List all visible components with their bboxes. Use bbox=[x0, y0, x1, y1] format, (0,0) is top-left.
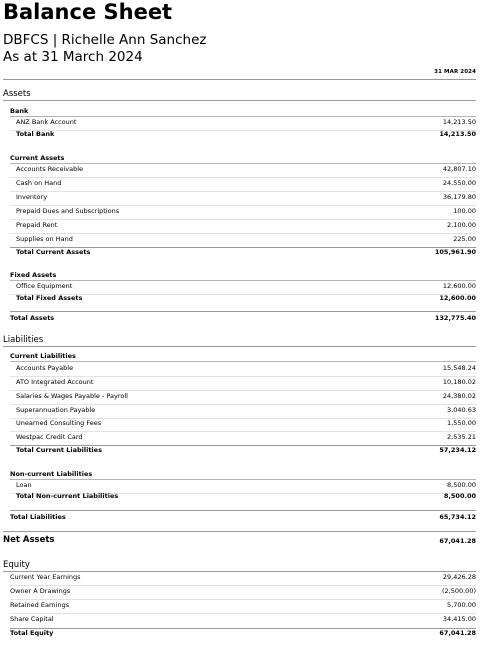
section-liabilities: Liabilities bbox=[3, 335, 44, 345]
group-divider bbox=[10, 280, 476, 281]
group-current-liabilities: Current Liabilities bbox=[10, 352, 76, 360]
table-row: Accounts Payable 15,548.24 bbox=[10, 364, 476, 377]
total-divider bbox=[10, 311, 476, 312]
table-row: Supplies on Hand 225.00 bbox=[16, 235, 476, 243]
table-row: Prepaid Rent 2,100.00 bbox=[10, 221, 476, 234]
group-divider bbox=[10, 479, 476, 480]
header-divider bbox=[3, 79, 476, 80]
net-assets-row: Net Assets 67,041.28 bbox=[3, 535, 476, 545]
group-current-assets: Current Assets bbox=[10, 154, 65, 162]
total-row: Total Bank 14,213.50 bbox=[16, 130, 476, 138]
table-row: Prepaid Dues and Subscriptions 100.00 bbox=[10, 207, 476, 220]
table-row: Salaries & Wages Payable - Payroll 24,380.02 bbox=[10, 392, 476, 405]
table-row: Accounts Receivable 42,807.10 bbox=[10, 165, 476, 178]
organisation-name: DBFCS | Richelle Ann Sanchez bbox=[3, 32, 207, 48]
table-row: Loan 8,500.00 bbox=[10, 481, 476, 494]
group-divider bbox=[10, 361, 476, 362]
net-assets-divider bbox=[3, 531, 476, 532]
section-assets: Assets bbox=[3, 89, 31, 99]
total-row: Total Non-current Liabilities 8,500.00 bbox=[16, 492, 476, 500]
total-divider bbox=[10, 510, 476, 511]
section-divider bbox=[3, 571, 476, 572]
table-row: Unearned Consulting Fees 1,550.00 bbox=[10, 419, 476, 432]
table-row: Owner A Drawings (2,500.00) bbox=[10, 587, 476, 600]
group-fixed-assets: Fixed Assets bbox=[10, 271, 57, 279]
group-noncurrent-liabilities: Non-current Liabilities bbox=[10, 470, 93, 478]
group-divider bbox=[10, 116, 476, 117]
table-row: ANZ Bank Account 14,213.50 bbox=[10, 118, 476, 131]
table-row: Current Year Earnings 29,426.28 bbox=[10, 573, 476, 586]
group-bank: Bank bbox=[10, 107, 29, 115]
table-row: Cash on Hand 24,550.00 bbox=[10, 179, 476, 192]
total-row: Total Current Assets 105,961.90 bbox=[10, 247, 476, 260]
total-liabilities-row: Total Liabilities 65,734.12 bbox=[10, 513, 476, 521]
total-row: Total Current Liabilities 57,234.12 bbox=[10, 445, 476, 458]
total-equity-row: Total Equity 67,041.28 bbox=[10, 628, 476, 641]
total-row: Total Fixed Assets 12,600.00 bbox=[16, 294, 476, 302]
table-row: ATO Integrated Account 10,180.02 bbox=[10, 378, 476, 391]
table-row: Inventory 36,179.80 bbox=[10, 193, 476, 206]
table-row: Retained Earnings 5,700.00 bbox=[10, 601, 476, 614]
table-row: Westpac Credit Card 2,535.21 bbox=[16, 433, 476, 441]
table-row: Share Capital 34,415.00 bbox=[10, 615, 476, 623]
section-equity: Equity bbox=[3, 560, 30, 570]
column-header-date: 31 MAR 2024 bbox=[434, 69, 476, 75]
section-divider bbox=[3, 346, 476, 347]
group-divider bbox=[10, 163, 476, 164]
report-date: As at 31 March 2024 bbox=[3, 49, 143, 65]
table-row: Superannuation Payable 3,040.63 bbox=[10, 406, 476, 419]
section-divider bbox=[3, 100, 476, 101]
table-row: Office Equipment 12,600.00 bbox=[10, 282, 476, 295]
total-assets-row: Total Assets 132,775.40 bbox=[10, 314, 476, 322]
report-title: Balance Sheet bbox=[3, 0, 173, 24]
